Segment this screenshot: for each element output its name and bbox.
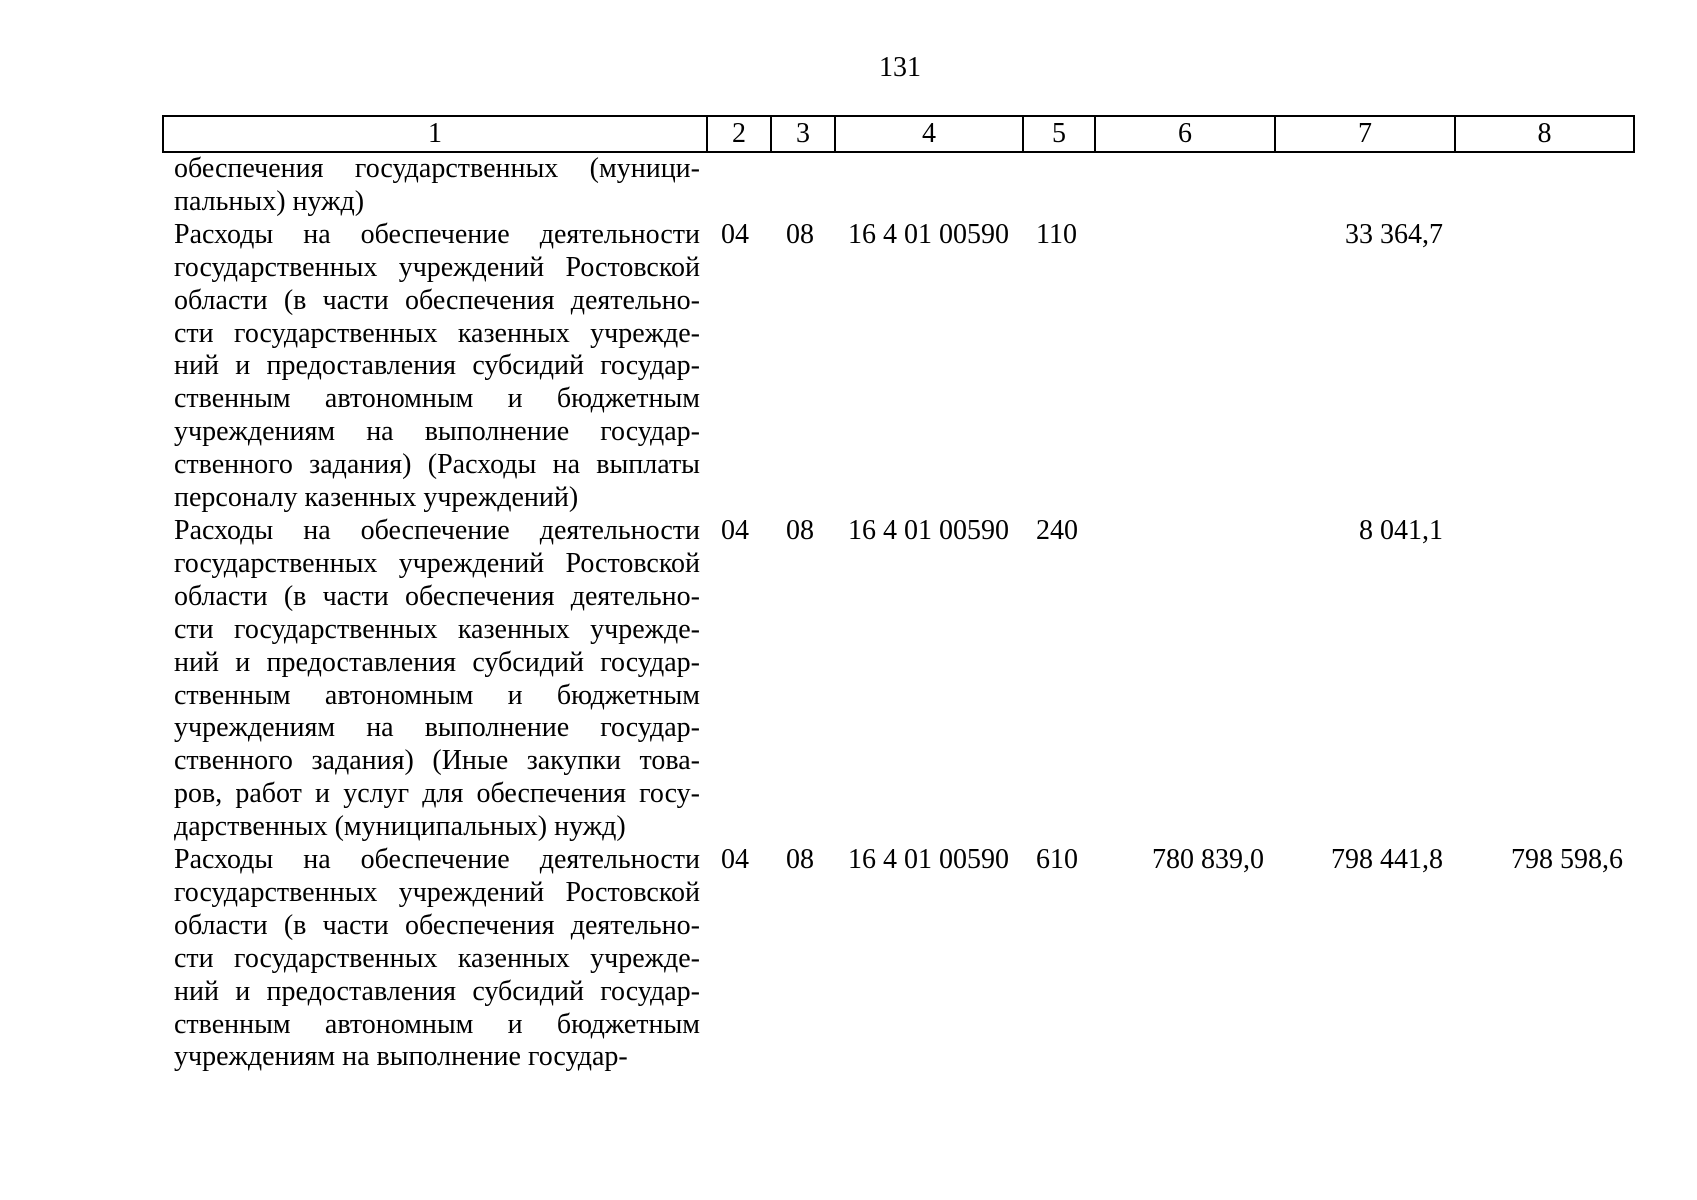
column-header-8: 8 — [1455, 116, 1634, 152]
amount-column-6 — [1095, 219, 1275, 515]
header-row — [163, 116, 1634, 152]
subsection-code: 08 — [786, 514, 814, 546]
amount-column-7: 33 364,7 — [1345, 218, 1443, 250]
table-body — [163, 152, 1634, 1074]
row-description — [163, 515, 707, 844]
description-line: ственным автономным и бюджетным — [174, 1008, 700, 1040]
description-line: дарственных (муниципальных) нужд) — [174, 811, 626, 843]
table-row — [163, 219, 1634, 515]
column-header-2: 2 — [707, 116, 771, 152]
expense-type-code: 110 — [1036, 218, 1077, 250]
target-article-code: 16 4 01 00590 — [848, 218, 1009, 250]
column-header-7: 7 — [1275, 116, 1455, 152]
table-row — [163, 515, 1634, 844]
target-article-code: 16 4 01 00590 — [848, 514, 1009, 546]
description-line: области (в части обеспечения деятельно- — [174, 580, 700, 612]
description-line: Расходы на обеспечение деятельности — [174, 844, 700, 876]
description-line: Расходы на обеспечение деятельности — [174, 218, 700, 250]
amount-column-8 — [1455, 152, 1634, 219]
expense-type-code — [1023, 152, 1095, 219]
section-code: 04 — [721, 218, 749, 250]
column-header-4: 4 — [835, 116, 1023, 152]
budget-table — [162, 115, 1635, 1074]
subsection-code: 08 — [786, 844, 814, 876]
description-line: ственным автономным и бюджетным — [174, 383, 700, 415]
column-header-3: 3 — [771, 116, 835, 152]
description-line: сти государственных казенных учрежде- — [174, 942, 700, 974]
description-line: учреждениям на выполнение государ- — [174, 712, 700, 744]
description-line: сти государственных казенных учрежде- — [174, 317, 700, 349]
description-line: ний и предоставления субсидий государ- — [174, 350, 700, 382]
table-row — [163, 844, 1634, 1074]
page-number: 131 — [879, 52, 921, 83]
amount-column-8 — [1455, 515, 1634, 844]
target-article-code: 16 4 01 00590 — [848, 844, 1009, 876]
description-line: ний и предоставления субсидий государ- — [174, 646, 700, 678]
description-line: государственных учреждений Ростовской — [174, 876, 700, 908]
amount-column-8 — [1455, 219, 1634, 515]
section-code: 04 — [721, 514, 749, 546]
table-header — [163, 116, 1634, 152]
expense-type-code: 610 — [1036, 844, 1078, 876]
amount-column-6 — [1095, 515, 1275, 844]
amount-column-7: 798 441,8 — [1331, 844, 1443, 876]
row-description — [163, 219, 707, 515]
column-header-6: 6 — [1095, 116, 1275, 152]
row-description — [163, 152, 707, 219]
subsection-code — [771, 152, 835, 219]
amount-column-7 — [1275, 152, 1455, 219]
description-line: сти государственных казенных учрежде- — [174, 613, 700, 645]
description-line: области (в части обеспечения деятельно- — [174, 284, 700, 316]
description-line: ственного задания) (Расходы на выплаты — [174, 449, 700, 481]
description-line: обеспечения государственных (муници- — [174, 153, 700, 184]
amount-column-6: 780 839,0 — [1152, 844, 1264, 876]
description-line: области (в части обеспечения деятельно- — [174, 909, 700, 941]
description-line: ственного задания) (Иные закупки това- — [174, 745, 700, 777]
description-line: персоналу казенных учреждений) — [174, 482, 579, 514]
section-code: 04 — [721, 844, 749, 876]
description-line: ров, работ и услуг для обеспечения госу- — [174, 778, 700, 810]
subsection-code: 08 — [786, 218, 814, 250]
expense-type-code: 240 — [1036, 514, 1078, 546]
column-header-5: 5 — [1023, 116, 1095, 152]
description-line: ний и предоставления субсидий государ- — [174, 975, 700, 1007]
section-code — [707, 152, 771, 219]
target-article-code — [835, 152, 1023, 219]
amount-column-7: 8 041,1 — [1359, 514, 1443, 546]
description-line: государственных учреждений Ростовской — [174, 547, 700, 579]
amount-column-8: 798 598,6 — [1511, 844, 1623, 876]
description-line: учреждениям на выполнение государ- — [174, 416, 700, 448]
row-description — [163, 844, 707, 1074]
amount-column-6 — [1095, 152, 1275, 219]
description-line: учреждениям на выполнение государ- — [174, 1041, 628, 1073]
description-line: государственных учреждений Ростовской — [174, 251, 700, 283]
description-line: Расходы на обеспечение деятельности — [174, 514, 700, 546]
table-row — [163, 152, 1634, 219]
column-header-1: 1 — [163, 116, 707, 152]
description-line: ственным автономным и бюджетным — [174, 679, 700, 711]
description-line: пальных) нужд) — [174, 185, 365, 217]
